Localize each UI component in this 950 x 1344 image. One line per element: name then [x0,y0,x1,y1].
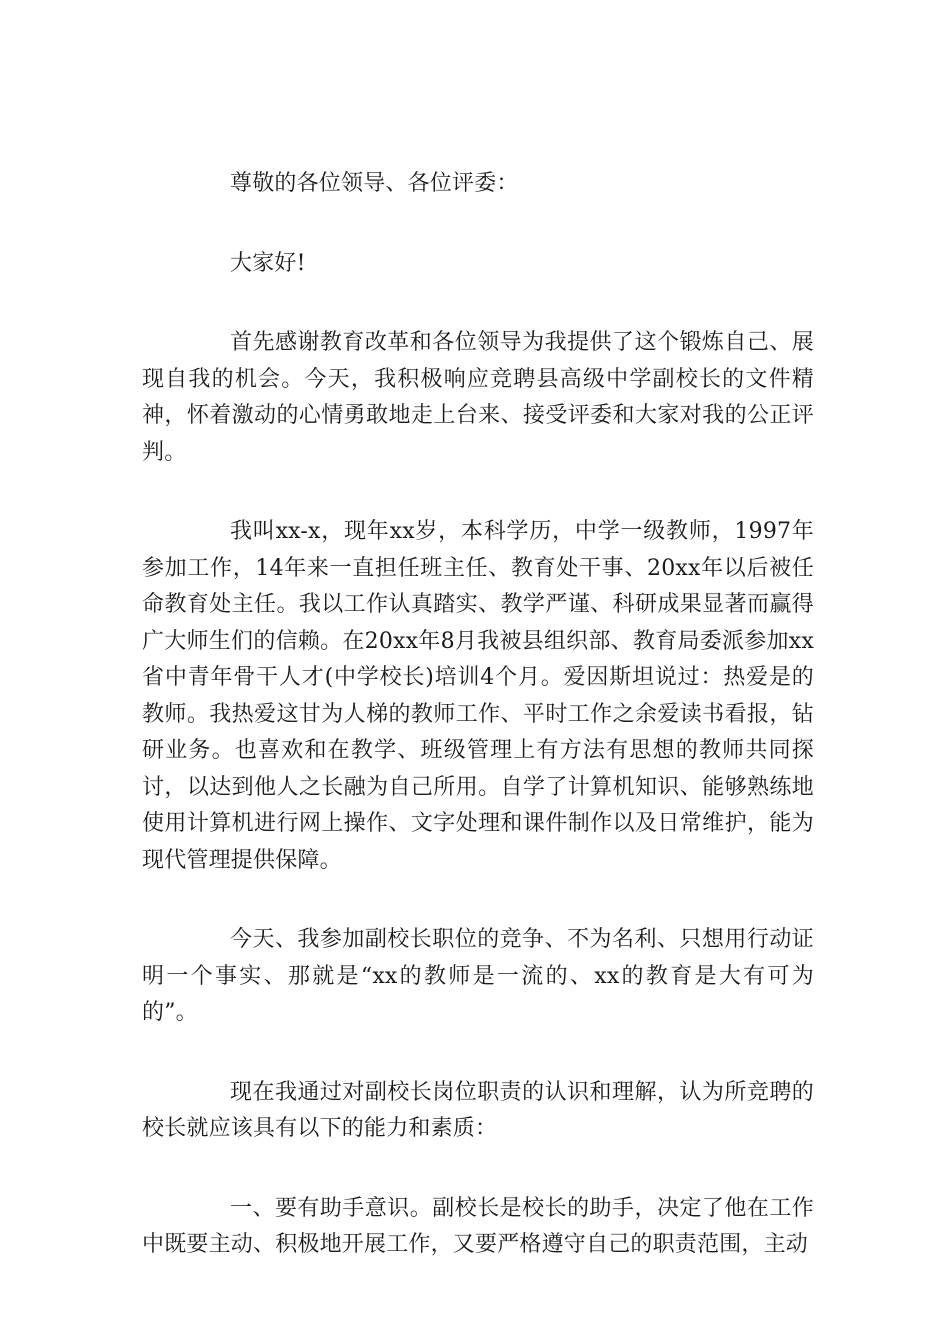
paragraph-introduction: 首先感谢教育改革和各位领导为我提供了这个锻炼自己、展现自我的机会。今天，我积极响应竞聘县高级中学副校长的文件精神，怀着激动的心情勇敢地走上台来、接受评委和大家对我的公正评判。 [142,330,814,465]
paragraph-background: 我叫xx-x，现年xx岁，本科学历，中学一级教师，1997年参加工作，14年来一直担任班主任、教育处干事、20xx年以后被任命教育处主任。我以工作认真踏实、教学严谨、科研成果显著而赢得广大师生们的信赖。在20xx年8月我被县组织部、教育局委派参加xx省中青年骨干人才(中学校长)培训4个月。爱因斯坦说过：热爱是的教师。我热爱这甘为人梯的教师工作、平时工作之余爱读书看报，钻研业务。也喜欢和在教学、班级管理上有方法有思想的教师共同探讨，以达到他人之长融为自己所用。自学了计算机知识、能够熟练地使用计算机进行网上操作、文字处理和课件制作以及日常维护，能为现代管理提供保障。 [142,519,814,873]
paragraph-point-one: 一、要有助手意识。副校长是校长的助手，决定了他在工作中既要主动、积极地开展工作，又要严格遵守自己的职责范围，主动 [142,1195,814,1257]
greeting: 大家好! [230,250,306,276]
paragraph-motivation: 今天、我参加副校长职位的竞争、不为名利、只想用行动证明一个事实、那就是“xx的教师是一流的、xx的教育是大有可为的”。 [142,927,814,1025]
document-body [142,166,814,1307]
salutation: 尊敬的各位领导、各位评委： [230,171,519,196]
paragraph-qualities-intro: 现在我通过对副校长岗位职责的认识和理解，认为所竞聘的校长就应该具有以下的能力和素质： [142,1079,814,1141]
